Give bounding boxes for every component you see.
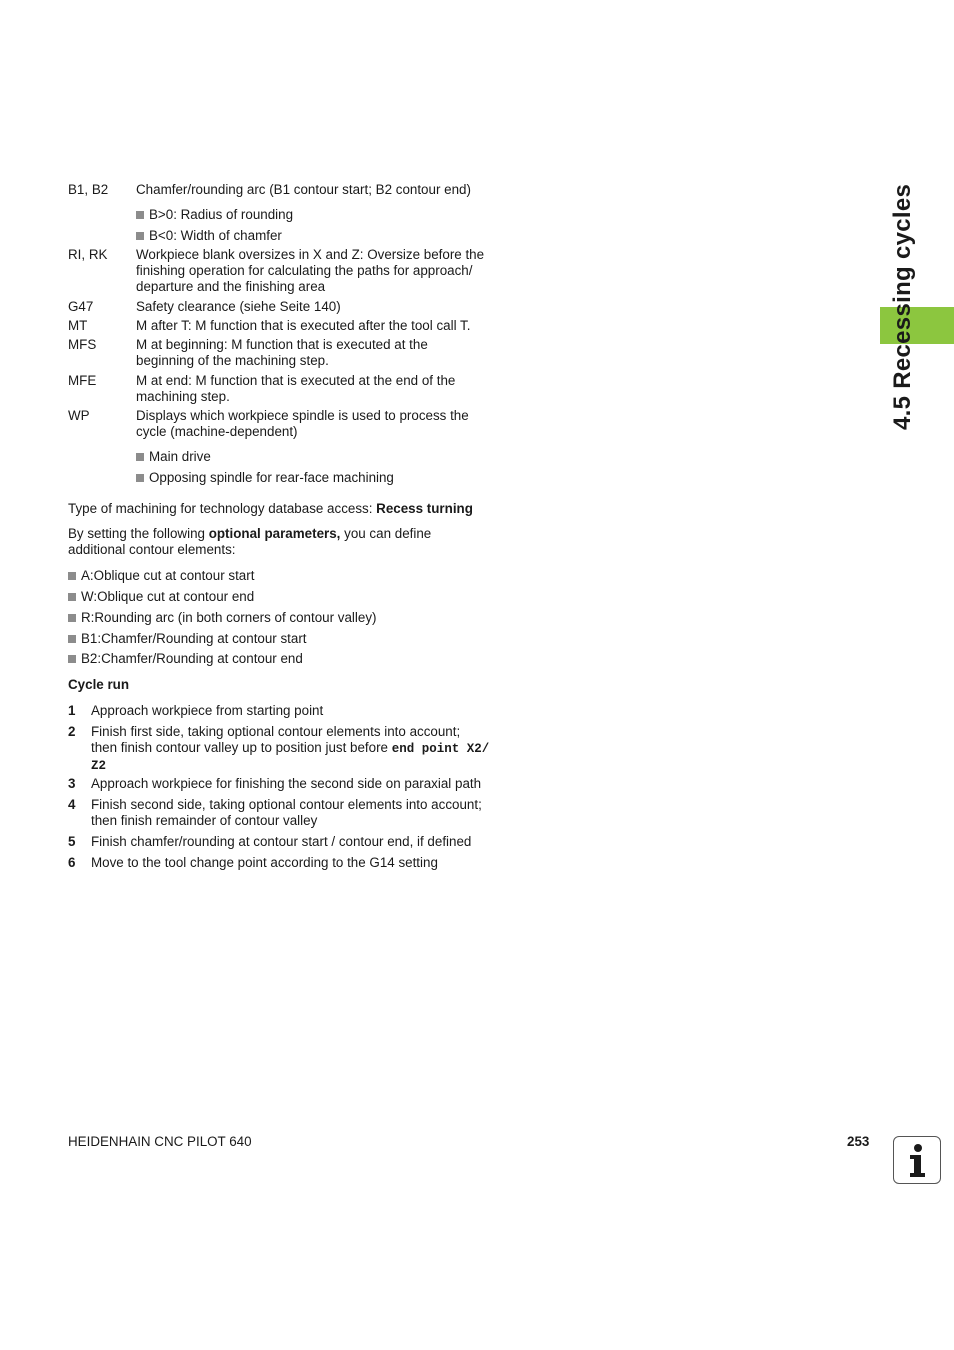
list-item: B>0: Radius of rounding — [136, 207, 293, 223]
param-key: G47 — [68, 299, 94, 314]
param-desc: Workpiece blank oversizes in X and Z: Oversize before the finishing operation for calculating the paths for approach/ departure and the finishing area — [136, 247, 485, 294]
param-desc: Safety clearance (siehe Seite 140) — [136, 299, 341, 314]
square-bullet-icon — [68, 593, 76, 601]
step-number: 4 — [68, 797, 76, 812]
footer-product: HEIDENHAIN CNC PILOT 640 — [68, 1134, 252, 1149]
step-text: Approach workpiece from starting point — [91, 703, 324, 718]
section-heading-cycle-run: Cycle run — [68, 677, 130, 692]
square-bullet-icon — [136, 453, 144, 461]
list-item: W:Oblique cut at contour end — [68, 589, 254, 605]
param-desc: Displays which workpiece spindle is used to process the cycle (machine-dependent) — [136, 408, 469, 439]
step-text: Finish first side, taking optional contour elements into account; then finish contour valley up to position just before end point X2/ Z2 — [91, 724, 490, 773]
step-text: Approach workpiece for finishing the second side on paraxial path — [91, 776, 482, 791]
step-text: Move to the tool change point according to the G14 setting — [91, 855, 438, 870]
list-item: B<0: Width of chamfer — [136, 228, 282, 244]
info-icon — [893, 1136, 941, 1184]
info-glyph-icon — [894, 1137, 939, 1182]
step-text: Finish second side, taking optional contour elements into account; then finish remainder of contour valley — [91, 797, 482, 828]
param-key: MT — [68, 318, 88, 333]
square-bullet-icon — [68, 572, 76, 580]
list-item: Main drive — [136, 449, 211, 465]
square-bullet-icon — [68, 614, 76, 622]
code-text: Z2 — [91, 759, 107, 773]
chapter-title: 4.5 Recessing cycles — [889, 183, 916, 430]
list-item: B2:Chamfer/Rounding at contour end — [68, 651, 303, 667]
code-text: end point X2/ — [391, 742, 490, 756]
param-desc: M at beginning: M function that is executed at the beginning of the machining step. — [136, 337, 428, 368]
param-key: RI, RK — [68, 247, 108, 262]
square-bullet-icon — [136, 232, 144, 240]
tech-database-line: Type of machining for technology database access: Recess turning — [68, 501, 473, 516]
param-key: B1, B2 — [68, 182, 109, 197]
step-number: 2 — [68, 724, 76, 739]
square-bullet-icon — [68, 635, 76, 643]
list-item: Opposing spindle for rear-face machining — [136, 470, 394, 486]
param-desc: M at end: M function that is executed at the end of the machining step. — [136, 373, 456, 404]
step-number: 1 — [68, 703, 76, 718]
square-bullet-icon — [136, 474, 144, 482]
step-text: Finish chamfer/rounding at contour start / contour end, if defined — [91, 834, 472, 849]
list-item: R:Rounding arc (in both corners of contour valley) — [68, 610, 376, 626]
page-number: 253 — [847, 1134, 870, 1149]
param-key: MFS — [68, 337, 97, 352]
param-key: MFE — [68, 373, 97, 388]
square-bullet-icon — [136, 211, 144, 219]
list-item: B1:Chamfer/Rounding at contour start — [68, 631, 307, 647]
param-desc: M after T: M function that is executed after the tool call T. — [136, 318, 471, 333]
list-item: A:Oblique cut at contour start — [68, 568, 254, 584]
step-number: 3 — [68, 776, 76, 791]
optional-params-paragraph: By setting the following optional parameters, you can define additional contour elements: — [68, 526, 432, 557]
square-bullet-icon — [68, 655, 76, 663]
param-desc: Chamfer/rounding arc (B1 contour start; B2 contour end) — [136, 182, 471, 197]
param-key: WP — [68, 408, 90, 423]
step-number: 6 — [68, 855, 76, 870]
step-number: 5 — [68, 834, 76, 849]
